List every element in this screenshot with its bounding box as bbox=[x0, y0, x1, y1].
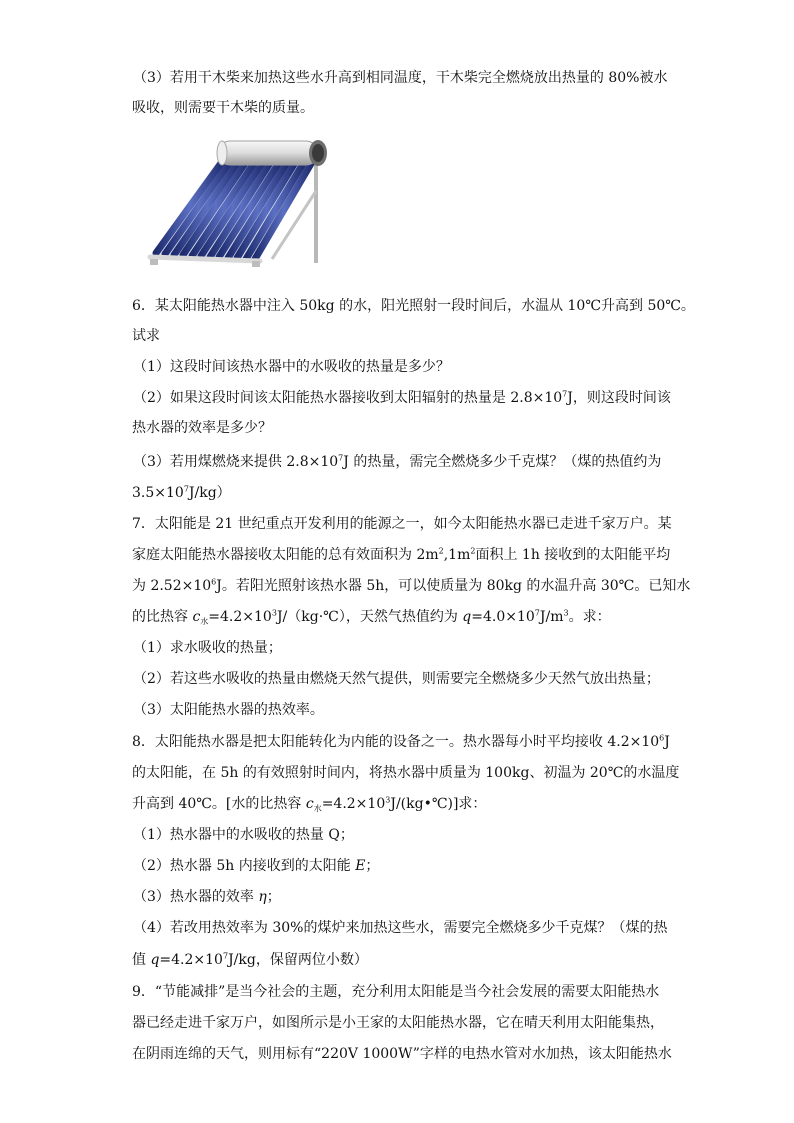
q7-stem-line1: 7．太阳能是 21 世纪重点开发利用的能源之一，如今太阳能热水器已走进千家万户。某 bbox=[132, 516, 672, 532]
q7-stem-line3: 为 $2.52\times 10^6J$。若阳光照射该热水器 5h，可以使质量为 80kg 的水温升高 30℃。已知水 bbox=[132, 577, 691, 594]
q6-part3-line2: $3.5\times 10^7J/kg$） bbox=[132, 484, 231, 501]
q7-stem-line4: 的比热容 $c_水=4.2\times 10^3J/(kg\cdot℃)$，天然气热值约为 $q=4.0\times 10^7J/m^3$。求： bbox=[132, 608, 611, 626]
q6-part2-line2: 热水器的效率是多少？ bbox=[132, 420, 272, 436]
q6-part2-line1: （2）如果这段时间该太阳能热水器接收到太阳辐射的热量是 $2.8\times 10^7J$，则这段时间该 bbox=[133, 389, 671, 406]
q9-line3: 在阴雨连绵的天气，则用标有“220V 1000W”字样的电热水管对水加热，该太阳能热水 bbox=[132, 1046, 672, 1062]
q6-stem-line2: 试求 bbox=[132, 328, 160, 344]
q8-stem-line1: 8．太阳能热水器是把太阳能转化为内能的设备之一。热水器每小时平均接收 $4.2\times 10^6J$ bbox=[132, 733, 670, 750]
q8-part4-line1: （4）若改用热效率为 30%的煤炉来加热这些水，需要完全燃烧多少千克煤？（煤的热 bbox=[133, 920, 668, 936]
q6-part1: （1）这段时间该热水器中的水吸收的热量是多少？ bbox=[133, 359, 450, 375]
q5-part3-line2: 吸收，则需要干木柴的质量。 bbox=[132, 100, 314, 116]
q9-line1: 9．“节能减排”是当今社会的主题，充分利用太阳能是当今社会发展的需要太阳能热水 bbox=[132, 984, 660, 1000]
q7-part2: （2）若这些水吸收的热量由燃烧天然气提供，则需要完全燃烧多少天然气放出热量； bbox=[133, 671, 660, 687]
q8-part2: （2）热水器 5h 内接收到的太阳能 E； bbox=[133, 858, 380, 874]
q5-part3-line1: （3）若用干木柴来加热这些水升高到相同温度，干木柴完全燃烧放出热量的 80%被水 bbox=[133, 70, 668, 86]
q8-part1: （1）热水器中的水吸收的热量 Q； bbox=[133, 827, 354, 843]
q7-part3: （3）太阳能热水器的热效率。 bbox=[133, 702, 324, 718]
q7-part1: （1）求水吸收的热量； bbox=[133, 640, 282, 656]
q9-line2: 器已经走进千家万户，如图所示是小王家的太阳能热水器，它在晴天利用太阳能集热， bbox=[132, 1015, 664, 1031]
q7-stem-line2: 家庭太阳能热水器接收太阳能的总有效面积为 $2m^2,1m^2$面积上 1h 接收到的太阳能平均 bbox=[132, 546, 671, 563]
q8-stem-line2: 的太阳能，在 5h 的有效照射时间内，将热水器中质量为 100kg、初温为 20℃的水温度 bbox=[132, 765, 680, 781]
q6-stem-line1: 6．某太阳能热水器中注入 50kg 的水，阳光照射一段时间后，水温从 10℃升高到 50℃。 bbox=[132, 298, 695, 314]
solar-water-heater-icon bbox=[140, 131, 340, 281]
q6-part3-line1: （3）若用煤燃烧来提供 $2.8\times 10^7J$ 的热量，需完全燃烧多少千克煤？（煤的热值约为 bbox=[133, 453, 662, 470]
q8-part3: （3）热水器的效率 η； bbox=[133, 889, 281, 905]
q8-part4-line2: 值 $q=4.2\times 10^7J/kg$，保留两位小数） bbox=[132, 951, 368, 968]
q8-stem-line3: 升高到 40℃。[水的比热容 $c_水=4.2\times 10^3J/(kg•℃)$]求： bbox=[132, 795, 487, 813]
